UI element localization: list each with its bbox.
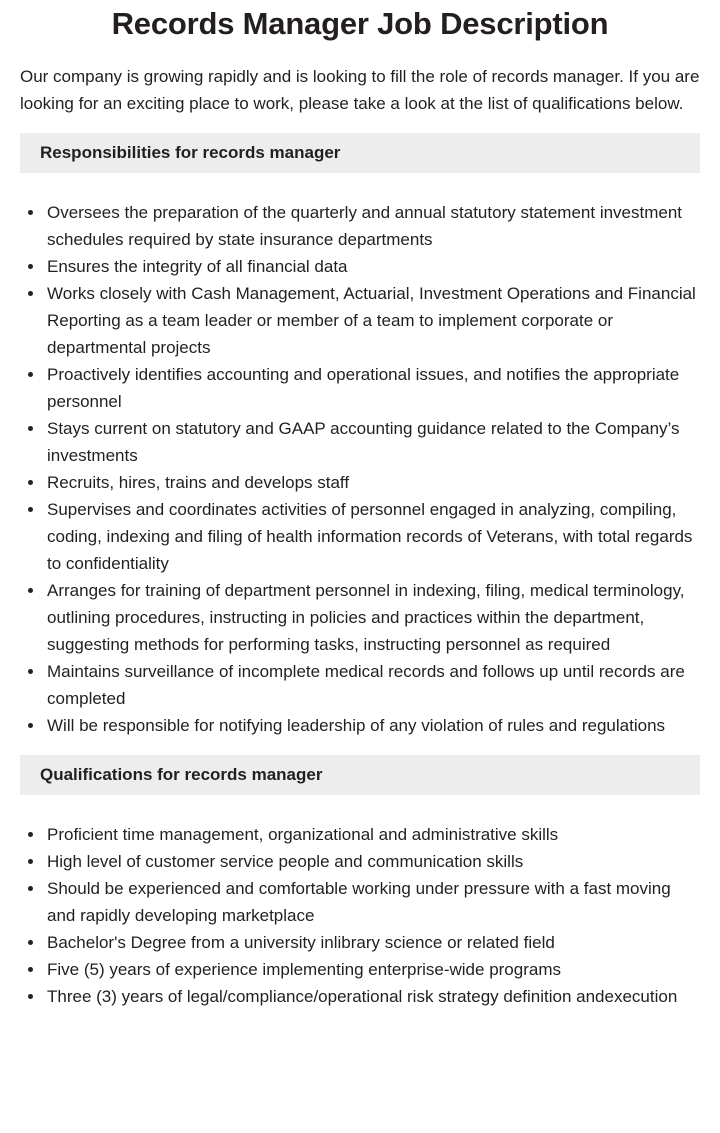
list-item: • Works closely with Cash Management, Actuarial, Investment Operations and Financial Reporting as a team leader or member of a team to implement corporate or departmental projects	[45, 280, 700, 361]
qualifications-list	[20, 821, 700, 1010]
intro-paragraph: Our company is growing rapidly and is looking to fill the role of records manager. If you are looking for an exciting place to work, please take a look at the list of qualifications below.	[20, 66, 700, 113]
list-item: • Should be experienced and comfortable working under pressure with a fast moving and rapidly developing marketplace	[45, 875, 700, 929]
list-item: • Five (5) years of experience implementing enterprise-wide programs	[45, 956, 700, 983]
section-responsibilities	[20, 133, 700, 739]
section-qualifications	[20, 755, 700, 1010]
section-title-qualifications: Qualifications for records manager	[40, 765, 323, 785]
list-item: • Will be responsible for notifying leadership of any violation of rules and regulations	[45, 712, 700, 739]
list-item: • Supervises and coordinates activities of personnel engaged in analyzing, compiling, coding, indexing and filing of health information records of Veterans, with total regards to confidentiality	[45, 496, 700, 577]
list-item: • Ensures the integrity of all financial data	[45, 253, 700, 280]
section-header-responsibilities	[20, 133, 700, 173]
list-item: • Recruits, hires, trains and develops staff	[45, 469, 700, 496]
list-item: • Proficient time management, organizational and administrative skills	[45, 821, 700, 848]
list-item: • High level of customer service people and communication skills	[45, 848, 700, 875]
list-item: • Proactively identifies accounting and operational issues, and notifies the appropriate personnel	[45, 361, 700, 415]
list-item: • Three (3) years of legal/compliance/operational risk strategy definition andexecution	[45, 983, 700, 1010]
list-item: • Stays current on statutory and GAAP accounting guidance related to the Company’s investments	[45, 415, 700, 469]
page-title: Records Manager Job Description	[111, 6, 609, 41]
list-item: • Arranges for training of department personnel in indexing, filing, medical terminology, outlining procedures, instructing in policies and practices within the department, suggesting methods for performing tasks, instructing personnel as required	[45, 577, 700, 658]
list-item: • Maintains surveillance of incomplete medical records and follows up until records are completed	[45, 658, 700, 712]
section-title-responsibilities: Responsibilities for records manager	[40, 143, 341, 163]
section-header-qualifications	[20, 755, 700, 795]
list-item: • Bachelor's Degree from a university inlibrary science or related field	[45, 929, 700, 956]
list-item: • Oversees the preparation of the quarterly and annual statutory statement investment schedules required by state insurance departments	[45, 199, 700, 253]
responsibilities-list	[20, 199, 700, 739]
